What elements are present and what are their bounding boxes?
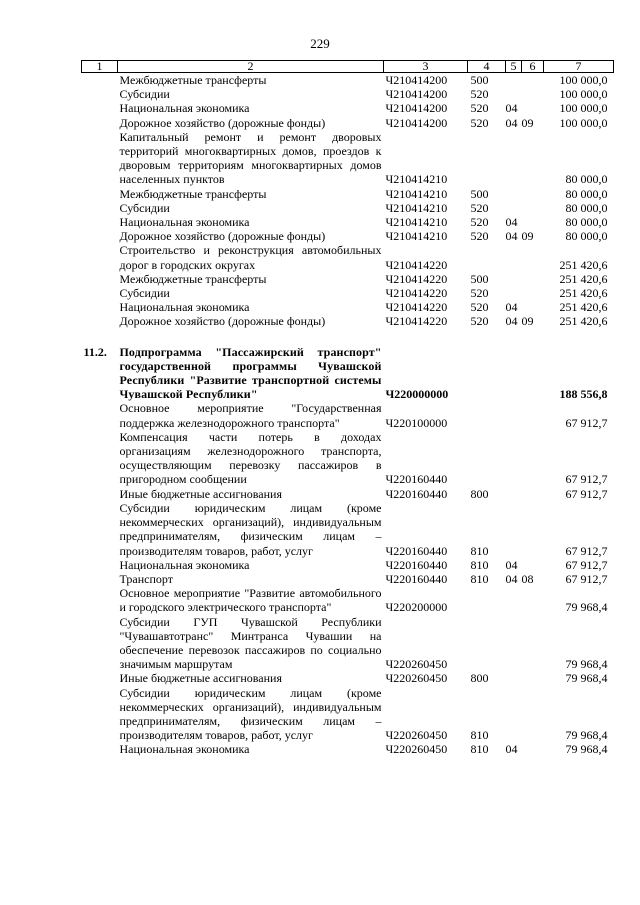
row-subsection bbox=[522, 286, 544, 300]
row-amount: 67 912,7 bbox=[565, 415, 608, 430]
row-expense-type: 810 bbox=[470, 728, 489, 743]
row-amount: 80 000,0 bbox=[565, 229, 608, 244]
row-section: 04 bbox=[505, 314, 518, 329]
table-row bbox=[82, 215, 614, 229]
row-expense-type: 520 bbox=[470, 200, 489, 215]
row-code: Ч210414220 bbox=[385, 300, 448, 315]
row-subsection bbox=[522, 300, 544, 314]
row-subsection bbox=[522, 87, 544, 101]
row-subsection bbox=[522, 101, 544, 115]
row-code: Ч220260450 bbox=[385, 728, 448, 743]
row-section bbox=[506, 73, 522, 88]
row-code: Ч220100000 bbox=[385, 415, 448, 430]
column-header: 5 bbox=[506, 61, 522, 73]
row-code: Ч210414200 bbox=[385, 101, 448, 116]
row-section: 04 bbox=[505, 215, 518, 230]
table-row bbox=[82, 286, 614, 300]
row-expense-type: 520 bbox=[470, 115, 489, 130]
row-subsection bbox=[522, 187, 544, 201]
row-section bbox=[506, 272, 522, 286]
row-code: Ч210414210 bbox=[385, 229, 448, 244]
table-row bbox=[82, 73, 614, 88]
budget-table bbox=[81, 60, 614, 757]
row-amount: 79 968,4 bbox=[565, 671, 608, 686]
row-section bbox=[506, 671, 522, 685]
table-row bbox=[82, 187, 614, 201]
row-amount: 100 000,0 bbox=[559, 115, 608, 130]
column-header: 4 bbox=[468, 61, 506, 73]
row-number bbox=[82, 116, 118, 130]
row-name: Дорожное хозяйство (дорожные фонды) bbox=[119, 314, 326, 329]
row-subsection: 09 bbox=[521, 314, 534, 329]
row-name: Межбюджетные трансферты bbox=[119, 186, 267, 201]
row-section bbox=[506, 401, 522, 429]
row-number bbox=[82, 201, 118, 215]
row-code: Ч220160440 bbox=[385, 543, 448, 558]
row-number bbox=[82, 615, 118, 672]
row-section: 04 bbox=[505, 300, 518, 315]
row-name: Капитальный ремонт и ремонт дворовых территорий многоквартирных домов, проездов к дворовым территориям многоквартирных домов населенных пунктов bbox=[119, 129, 382, 187]
row-number bbox=[82, 742, 118, 756]
row-subsection bbox=[522, 73, 544, 88]
table-row bbox=[82, 572, 614, 586]
row-section bbox=[506, 87, 522, 101]
table-row bbox=[82, 501, 614, 558]
row-number bbox=[82, 215, 118, 229]
row-subsection bbox=[522, 430, 544, 487]
row-code: Ч220160440 bbox=[385, 557, 448, 572]
row-name: Субсидии юридическим лицам (кроме некоммерческих организаций), индивидуальным предпринимателям, физическим лицам – производителям товаров, работ, услуг bbox=[119, 685, 382, 743]
row-expense-type: 520 bbox=[470, 286, 489, 301]
table-row bbox=[82, 671, 614, 685]
row-section: 04 bbox=[505, 557, 518, 572]
row-amount: 251 420,6 bbox=[559, 314, 608, 329]
row-number bbox=[82, 286, 118, 300]
row-amount: 80 000,0 bbox=[565, 215, 608, 230]
row-expense-type: 520 bbox=[470, 300, 489, 315]
column-header: 1 bbox=[82, 61, 118, 73]
row-section bbox=[506, 586, 522, 614]
row-number bbox=[82, 558, 118, 572]
row-amount: 251 420,6 bbox=[559, 257, 608, 272]
row-expense-type: 810 bbox=[470, 742, 489, 757]
row-subsection bbox=[522, 130, 544, 187]
row-number bbox=[82, 73, 118, 88]
table-row bbox=[82, 742, 614, 756]
row-name: Иные бюджетные ассигнования bbox=[119, 671, 282, 686]
row-section bbox=[506, 430, 522, 487]
row-expense-type: 810 bbox=[470, 557, 489, 572]
row-amount: 80 000,0 bbox=[565, 200, 608, 215]
row-section: 04 bbox=[505, 742, 518, 757]
row-subsection bbox=[522, 586, 544, 614]
row-number bbox=[82, 272, 118, 286]
row-expense-type: 520 bbox=[470, 215, 489, 230]
row-subsection bbox=[522, 742, 544, 756]
row-name: Субсидии bbox=[119, 286, 170, 301]
row-name: Дорожное хозяйство (дорожные фонды) bbox=[119, 229, 326, 244]
row-code: Ч210414210 bbox=[385, 200, 448, 215]
row-name: Национальная экономика bbox=[119, 557, 250, 572]
row-name: Субсидии юридическим лицам (кроме некоммерческих организаций), индивидуальным предпринимателям, физическим лицам – производителям товаров, работ, услуг bbox=[119, 500, 382, 558]
row-subsection bbox=[522, 215, 544, 229]
row-amount: 67 912,7 bbox=[565, 557, 608, 572]
row-code: Ч220000000 bbox=[385, 387, 449, 402]
row-expense-type bbox=[468, 430, 506, 487]
row-subsection: 09 bbox=[521, 115, 534, 130]
spacer-cell bbox=[82, 329, 614, 345]
row-subsection bbox=[522, 558, 544, 572]
row-subsection: 08 bbox=[521, 571, 534, 586]
table-row bbox=[82, 401, 614, 429]
row-subsection bbox=[522, 345, 544, 402]
row-expense-type: 520 bbox=[470, 87, 489, 102]
row-number bbox=[82, 671, 118, 685]
row-code: Ч210414220 bbox=[385, 286, 448, 301]
row-code: Ч220160440 bbox=[385, 486, 448, 501]
row-number bbox=[82, 586, 118, 614]
row-code: Ч220260450 bbox=[385, 657, 448, 672]
row-number: 11.2. bbox=[83, 344, 107, 359]
row-code: Ч210414200 bbox=[385, 115, 448, 130]
row-amount: 67 912,7 bbox=[565, 571, 608, 586]
row-code: Ч220160440 bbox=[385, 472, 448, 487]
row-code: Ч220260450 bbox=[385, 671, 448, 686]
row-expense-type: 800 bbox=[470, 671, 489, 686]
table-row bbox=[82, 586, 614, 614]
row-code: Ч210414220 bbox=[385, 314, 448, 329]
row-name: Основное мероприятие "Развитие автомобильного и городского электрического транспорта" bbox=[119, 586, 382, 615]
row-subsection: 09 bbox=[521, 229, 534, 244]
row-subsection bbox=[522, 243, 544, 271]
table-row bbox=[82, 116, 614, 130]
table-row bbox=[82, 272, 614, 286]
row-subsection bbox=[522, 671, 544, 685]
row-expense-type: 500 bbox=[470, 271, 489, 286]
row-name: Дорожное хозяйство (дорожные фонды) bbox=[119, 115, 326, 130]
row-section: 04 bbox=[505, 229, 518, 244]
row-number bbox=[82, 314, 118, 328]
row-amount: 251 420,6 bbox=[559, 286, 608, 301]
row-section bbox=[506, 501, 522, 558]
row-name: Межбюджетные трансферты bbox=[119, 73, 267, 87]
row-amount: 251 420,6 bbox=[559, 271, 608, 286]
row-section: 04 bbox=[505, 101, 518, 116]
row-code: Ч210414220 bbox=[385, 271, 448, 286]
table-row bbox=[82, 130, 614, 187]
row-section bbox=[506, 286, 522, 300]
column-header: 6 bbox=[522, 61, 544, 73]
row-name: Национальная экономика bbox=[119, 742, 250, 757]
row-subsection bbox=[522, 201, 544, 215]
row-name: Строительство и реконструкция автомобильных дорог в городских округах bbox=[119, 243, 382, 272]
row-name: Национальная экономика bbox=[119, 215, 250, 230]
row-amount: 188 556,8 bbox=[559, 387, 608, 402]
table-row bbox=[82, 243, 614, 271]
row-section: 04 bbox=[505, 115, 518, 130]
row-amount: 79 968,4 bbox=[565, 600, 608, 615]
row-amount: 100 000,0 bbox=[559, 87, 608, 102]
row-subsection bbox=[522, 272, 544, 286]
table-row bbox=[82, 345, 614, 402]
row-expense-type bbox=[468, 130, 506, 187]
table-row bbox=[82, 101, 614, 115]
table-spacer-row bbox=[82, 329, 614, 345]
row-name: Транспорт bbox=[119, 571, 173, 586]
table-row bbox=[82, 229, 614, 243]
row-amount: 100 000,0 bbox=[559, 101, 608, 116]
row-amount: 67 912,7 bbox=[565, 472, 608, 487]
row-amount: 80 000,0 bbox=[565, 172, 608, 187]
row-number bbox=[82, 501, 118, 558]
row-number bbox=[82, 243, 118, 271]
row-expense-type: 810 bbox=[470, 543, 489, 558]
row-expense-type: 500 bbox=[470, 73, 489, 87]
page-number: 229 bbox=[310, 36, 330, 51]
row-expense-type: 520 bbox=[470, 229, 489, 244]
row-amount: 79 968,4 bbox=[565, 657, 608, 672]
column-header-row bbox=[82, 61, 614, 73]
row-amount: 100 000,0 bbox=[559, 73, 608, 87]
column-header: 3 bbox=[384, 61, 468, 73]
row-code: Ч210414210 bbox=[385, 215, 448, 230]
row-number bbox=[82, 300, 118, 314]
row-amount: 67 912,7 bbox=[565, 486, 608, 501]
row-expense-type: 520 bbox=[470, 314, 489, 329]
row-code: Ч210414210 bbox=[385, 186, 448, 201]
row-number bbox=[82, 401, 118, 429]
row-section bbox=[506, 487, 522, 501]
table-row bbox=[82, 314, 614, 328]
row-code: Ч210414220 bbox=[385, 257, 448, 272]
table-row bbox=[82, 487, 614, 501]
row-code: Ч210414200 bbox=[385, 87, 448, 102]
row-amount: 80 000,0 bbox=[565, 186, 608, 201]
row-expense-type: 500 bbox=[470, 186, 489, 201]
row-number bbox=[82, 487, 118, 501]
row-number bbox=[82, 430, 118, 487]
row-name: Иные бюджетные ассигнования bbox=[119, 486, 282, 501]
row-section bbox=[506, 201, 522, 215]
column-header: 7 bbox=[544, 61, 614, 73]
row-section bbox=[506, 187, 522, 201]
row-number bbox=[82, 187, 118, 201]
row-name: Межбюджетные трансферты bbox=[119, 271, 267, 286]
row-subsection bbox=[522, 686, 544, 743]
table-row bbox=[82, 201, 614, 215]
row-expense-type bbox=[468, 401, 506, 429]
row-name: Подпрограмма "Пассажирский транспорт" государственной программы Чувашской Республики "Развитие транспортной системы Чувашской Республики" bbox=[119, 344, 382, 402]
table-row bbox=[82, 615, 614, 672]
row-code: Ч210414210 bbox=[385, 172, 448, 187]
table-row bbox=[82, 300, 614, 314]
row-section bbox=[506, 243, 522, 271]
table-row bbox=[82, 558, 614, 572]
row-number bbox=[82, 572, 118, 586]
row-amount: 79 968,4 bbox=[565, 742, 608, 757]
row-name: Субсидии bbox=[119, 200, 170, 215]
row-subsection bbox=[522, 487, 544, 501]
row-subsection bbox=[522, 615, 544, 672]
row-code: Ч220160440 bbox=[385, 571, 448, 586]
row-section: 04 bbox=[505, 571, 518, 586]
row-number bbox=[82, 686, 118, 743]
table-row bbox=[82, 87, 614, 101]
row-number bbox=[82, 87, 118, 101]
row-section bbox=[506, 615, 522, 672]
row-expense-type bbox=[468, 615, 506, 672]
row-name: Национальная экономика bbox=[119, 300, 250, 315]
row-code: Ч210414200 bbox=[385, 73, 448, 87]
row-name: Субсидии ГУП Чувашской Республики "Чувашавтотранс" Минтранса Чувашии на обеспечение перевозок пассажиров по социально значимым маршрутам bbox=[119, 614, 382, 672]
row-expense-type: 810 bbox=[470, 571, 489, 586]
row-code: Ч220200000 bbox=[385, 600, 448, 615]
row-section bbox=[506, 686, 522, 743]
table-row bbox=[82, 686, 614, 743]
row-expense-type bbox=[468, 586, 506, 614]
row-number bbox=[82, 130, 118, 187]
row-code: Ч220260450 bbox=[385, 742, 448, 757]
row-name: Компенсация части потерь в доходах организациям железнодорожного транспорта, осуществляющим перевозку пассажиров в пригородном сообщении bbox=[119, 429, 382, 487]
row-amount: 251 420,6 bbox=[559, 300, 608, 315]
row-expense-type bbox=[468, 243, 506, 271]
row-subsection bbox=[522, 501, 544, 558]
row-section bbox=[506, 345, 522, 402]
column-header: 2 bbox=[118, 61, 384, 73]
row-subsection bbox=[522, 401, 544, 429]
row-expense-type bbox=[468, 345, 506, 402]
row-number bbox=[82, 101, 118, 115]
row-expense-type: 800 bbox=[470, 486, 489, 501]
row-number bbox=[82, 229, 118, 243]
row-name: Субсидии bbox=[119, 87, 170, 102]
row-expense-type: 520 bbox=[470, 101, 489, 116]
table-row bbox=[82, 430, 614, 487]
row-section bbox=[506, 130, 522, 187]
row-name: Основное мероприятие "Государственная поддержка железнодорожного транспорта" bbox=[119, 401, 382, 430]
row-amount: 67 912,7 bbox=[565, 543, 608, 558]
row-amount: 79 968,4 bbox=[565, 728, 608, 743]
row-name: Национальная экономика bbox=[119, 101, 250, 116]
